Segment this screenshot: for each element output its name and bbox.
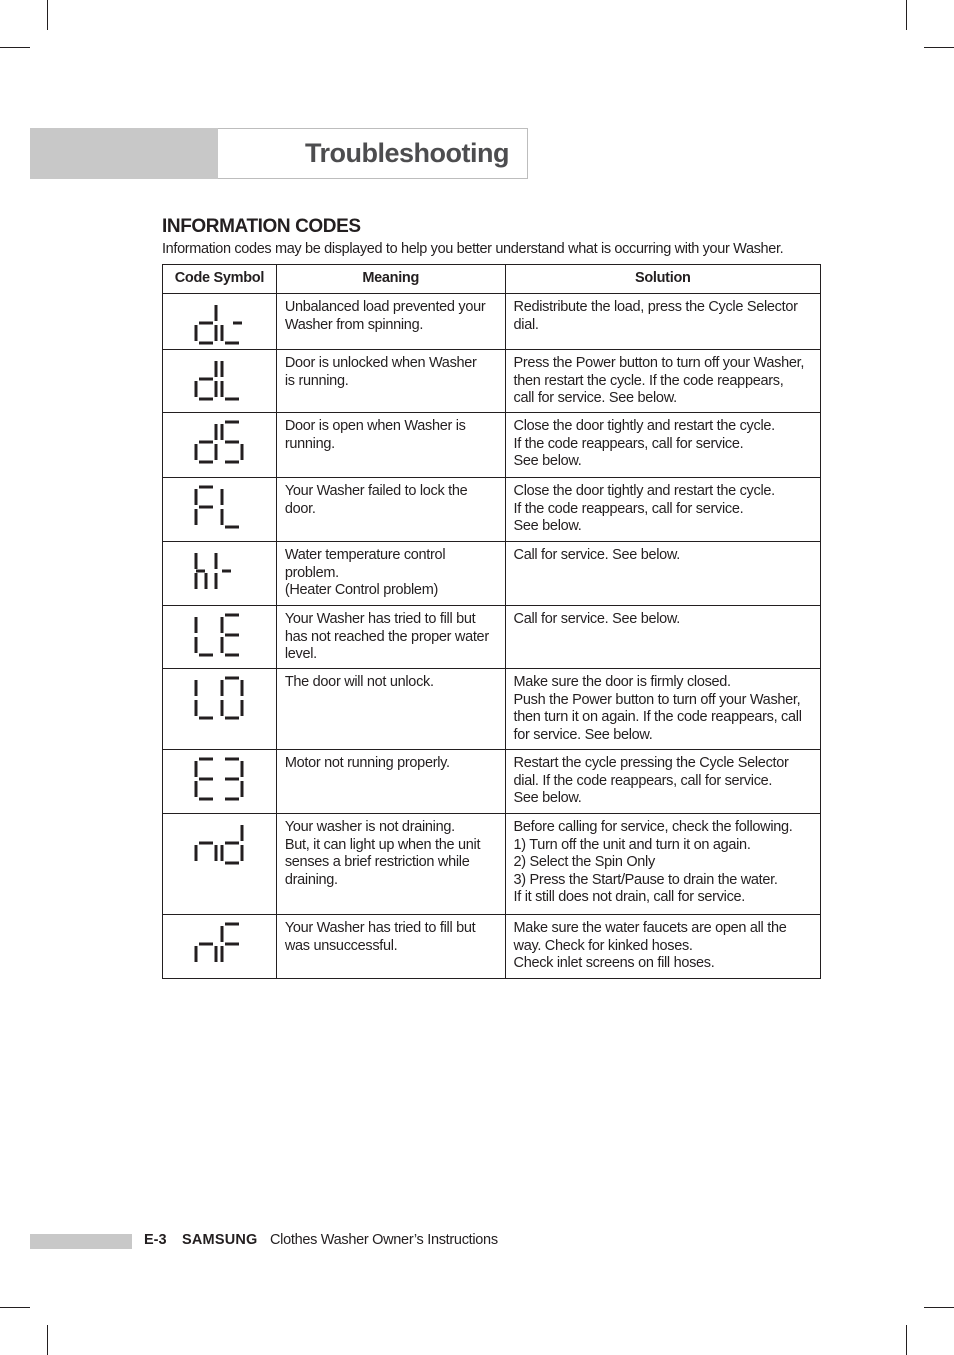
solution-cell	[505, 478, 820, 542]
table-row	[163, 478, 821, 542]
solution-cell	[505, 750, 820, 814]
solution-cell	[505, 413, 820, 478]
solution-cell	[505, 350, 820, 413]
meaning-text-line: The door will not unlock.	[284, 674, 434, 690]
header-title-box	[218, 128, 528, 179]
meaning-cell	[276, 669, 505, 750]
solution-text-line: If the code reappears, call for service.	[513, 500, 744, 517]
solution-text-line: Call for service. See below.	[513, 547, 681, 563]
solution-text-line: dial. If the code reappears, call for service.	[513, 772, 773, 789]
meaning-text-line: Door is open when Washer is	[284, 418, 466, 434]
code-symbol-cell	[163, 606, 277, 669]
crop-mark	[924, 1307, 954, 1308]
solution-text-line: Press the Power button to turn off your Washer,	[513, 355, 805, 371]
meaning-text-line: door.	[284, 500, 316, 517]
solution-text-line: See below.	[513, 453, 582, 469]
meaning-text-line: Washer from spinning.	[284, 316, 424, 333]
code-symbol-cell	[163, 478, 277, 542]
meaning-text-line: But, it can light up when the unit	[284, 836, 481, 853]
meaning-text-line: Unbalanced load prevented your	[284, 299, 486, 315]
meaning-text-line: running.	[284, 435, 335, 452]
meaning-cell	[276, 294, 505, 350]
solution-text-line: See below.	[513, 790, 582, 806]
meaning-text-line: Your Washer failed to lock the	[284, 483, 468, 499]
solution-text-line: Make sure the water faucets are open all the	[513, 920, 787, 936]
meaning-text-line: Your washer is not draining.	[284, 819, 455, 835]
code-symbol-cell	[163, 413, 277, 478]
solution-text-line: Call for service. See below.	[513, 611, 681, 627]
solution-text-line: Restart the cycle pressing the Cycle Selector	[513, 755, 789, 771]
crop-mark	[0, 1307, 30, 1308]
solution-text-line: If the code reappears, call for service.	[513, 435, 744, 452]
meaning-cell	[276, 814, 505, 915]
meaning-text-line: Door is unlocked when Washer	[284, 355, 477, 371]
brand-name: SAMSUNG	[182, 1232, 258, 1248]
solution-text-line: then restart the cycle. If the code reappears,	[513, 372, 784, 389]
meaning-text-line: problem.	[284, 564, 339, 581]
code-symbol-nf	[194, 922, 244, 966]
code-symbol-cell	[163, 750, 277, 814]
crop-mark	[906, 1325, 907, 1355]
solution-text-line: Before calling for service, check the following.	[513, 819, 793, 835]
page-title: Troubleshooting	[305, 138, 509, 168]
footer-bar	[30, 1234, 132, 1249]
solution-cell	[505, 606, 820, 669]
solution-cell	[505, 814, 820, 915]
solution-cell	[505, 669, 820, 750]
solution-text-line: Redistribute the load, press the Cycle Selector	[513, 299, 798, 315]
meaning-text-line: Your Washer has tried to fill but	[284, 920, 476, 936]
table-row	[163, 606, 821, 669]
table-row	[163, 750, 821, 814]
crop-mark	[47, 0, 48, 30]
code-symbol-cell	[163, 814, 277, 915]
solution-cell	[505, 294, 820, 350]
section-intro: Information codes may be displayed to help you better understand what is occurring with your Washer.	[162, 241, 784, 257]
solution-text-line: 2) Select the Spin Only	[513, 854, 655, 870]
table-row	[163, 542, 821, 606]
header-code-symbol: Code Symbol	[163, 265, 277, 294]
code-symbol-cell	[163, 350, 277, 413]
solution-text-line: way. Check for kinked hoses.	[513, 937, 693, 954]
footer-description: Clothes Washer Owner’s Instructions	[270, 1232, 498, 1248]
table-row	[163, 413, 821, 478]
solution-text-line: Close the door tightly and restart the cycle.	[513, 483, 775, 499]
crop-mark	[47, 1325, 48, 1355]
solution-text-line: Check inlet screens on fill hoses.	[513, 955, 715, 971]
meaning-cell	[276, 915, 505, 979]
meaning-cell	[276, 350, 505, 413]
meaning-text-line: was unsuccessful.	[284, 937, 398, 954]
crop-mark	[906, 0, 907, 30]
crop-mark	[0, 47, 30, 48]
crop-mark	[924, 47, 954, 48]
meaning-text-line: Water temperature control	[284, 547, 446, 563]
solution-text-line: 3) Press the Start/Pause to drain the water.	[513, 871, 778, 888]
code-symbol-dc	[194, 301, 244, 345]
solution-text-line: 1) Turn off the unit and turn it on again.	[513, 836, 751, 853]
solution-text-line: See below.	[513, 518, 582, 534]
header-band	[30, 128, 218, 179]
solution-text-line: for service. See below.	[513, 726, 653, 743]
table-header-row	[163, 265, 821, 294]
meaning-text-line: draining.	[284, 871, 338, 888]
code-symbol-cell	[163, 294, 277, 350]
code-symbol-e3	[194, 757, 244, 801]
code-symbol-dl	[194, 357, 244, 401]
solution-text-line: dial.	[513, 316, 539, 333]
meaning-text-line: is running.	[284, 372, 349, 389]
solution-cell	[505, 542, 820, 606]
table-row	[163, 294, 821, 350]
meaning-text-line: has not reached the proper water	[284, 628, 489, 645]
table-row	[163, 915, 821, 979]
code-symbol-cell	[163, 915, 277, 979]
header-solution: Solution	[505, 265, 820, 294]
code-symbol-fl	[194, 485, 244, 529]
meaning-text-line: level.	[284, 646, 317, 662]
meaning-cell	[276, 606, 505, 669]
meaning-text-line: senses a brief restriction while	[284, 854, 470, 870]
solution-text-line: If it still does not drain, call for service.	[513, 889, 746, 905]
meaning-cell	[276, 542, 505, 606]
meaning-text-line: Motor not running properly.	[284, 755, 450, 771]
table-row	[163, 814, 821, 915]
solution-text-line: Close the door tightly and restart the cycle.	[513, 418, 775, 434]
meaning-cell	[276, 413, 505, 478]
solution-text-line: Push the Power button to turn off your Washer,	[513, 691, 801, 708]
code-symbol-cell	[163, 542, 277, 606]
section-title: INFORMATION CODES	[162, 216, 361, 237]
header-meaning: Meaning	[276, 265, 505, 294]
meaning-text-line: Your Washer has tried to fill but	[284, 611, 476, 627]
code-symbol-lo	[194, 676, 244, 720]
meaning-text-line: (Heater Control problem)	[284, 582, 439, 598]
solution-text-line: then turn it on again. If the code reappears, call	[513, 709, 802, 725]
code-symbol-le	[194, 613, 244, 657]
code-symbol-nd	[194, 821, 244, 865]
meaning-cell	[276, 478, 505, 542]
table-row	[163, 669, 821, 750]
information-codes-table	[162, 264, 821, 979]
code-symbol-cell	[163, 669, 277, 750]
code-symbol-ds	[194, 420, 244, 464]
solution-text-line: Make sure the door is firmly closed.	[513, 674, 731, 690]
solution-cell	[505, 915, 820, 979]
solution-text-line: call for service. See below.	[513, 390, 677, 406]
code-symbol-hr	[194, 549, 244, 593]
meaning-cell	[276, 750, 505, 814]
page-number: E-3	[144, 1232, 167, 1248]
table-row	[163, 350, 821, 413]
